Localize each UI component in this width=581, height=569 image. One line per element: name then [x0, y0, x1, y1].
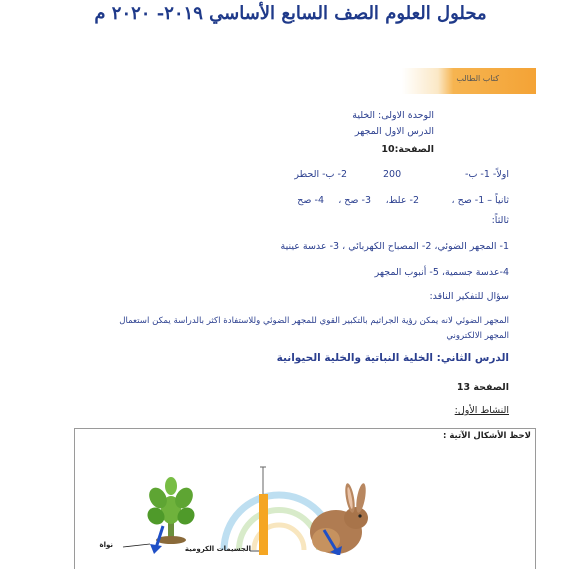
third-answer-line2: 4-عدسة جسمية، 5- أنبوب المجهر — [374, 267, 509, 278]
third-label: ثالثاً: — [491, 215, 509, 226]
page-title: محلول العلوم الصف السابع الأساسي ٢٠١٩- ٢٠٢٠ م — [94, 3, 487, 24]
critical-question: سؤال للتفكير الناقد: — [429, 291, 509, 302]
figure-instruction: لاحظ الأشكال الآتية : — [442, 431, 531, 441]
rabbit-drawing — [310, 483, 368, 554]
critical-answer-line1: المجهر الضوئي لانه يمكن رؤية الجراثيم بالتكبير القوي للمجهر الضوئي وللاستفادة اكثر بالدراسة يمكن استعمال — [119, 316, 509, 326]
lesson-heading: الدرس الاول المجهر — [354, 126, 434, 137]
lesson2-page: الصفحة 13 — [456, 382, 509, 393]
label-nucleus: نواة — [99, 541, 113, 549]
banner-label: كتاب الطالب — [456, 74, 499, 83]
answer-second-2: 2- علط، — [385, 195, 419, 206]
answer-first-num: 200 — [383, 169, 402, 180]
answer-second-3: 3- صح ، — [338, 195, 371, 206]
third-answer-line1: 1- المجهر الضوئي، 2- المصباح الكهربائي ، 3- عدسة عينية — [280, 241, 509, 252]
unit-heading: الوحدة الاولى: الخلية — [352, 110, 434, 121]
activity-heading: النشاط الأول: — [454, 405, 509, 416]
answer-first-a: اولاً- 1- ب- — [465, 169, 509, 180]
scale-bar — [259, 467, 268, 555]
nucleus-leader-line — [123, 544, 150, 547]
label-chromosomes: الجسيمات الكرومية — [184, 545, 251, 553]
lesson2-title: الدرس الثاني: الخلية النباتية والخلية الحيوانية — [276, 352, 509, 364]
page-ref: الصفحة:10 — [381, 144, 434, 155]
cells-illustration — [74, 440, 536, 555]
answer-second-4: 4- صح — [297, 195, 324, 206]
answer-second-1: ثانياً – 1- صح ، — [451, 195, 509, 206]
critical-answer-line2: المجهر الالكتروني — [446, 331, 509, 341]
plant-drawing — [144, 477, 198, 544]
answer-first-b: 2- ب- الحطر — [294, 169, 347, 180]
